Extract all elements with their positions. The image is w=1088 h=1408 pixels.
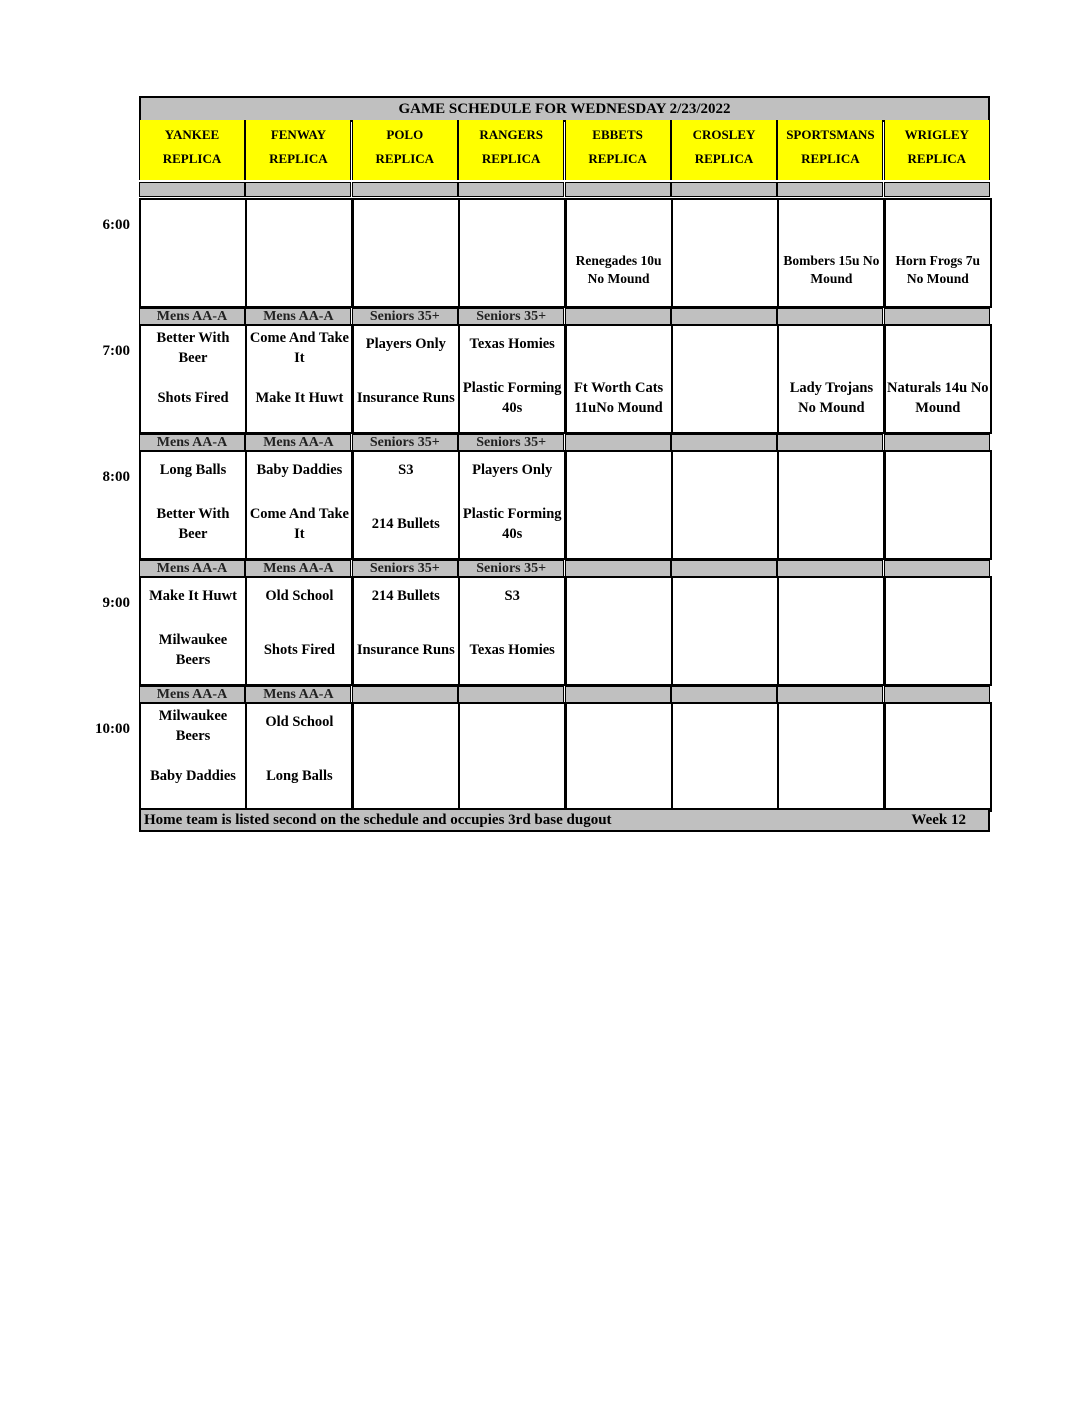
away-team: Long Balls	[159, 462, 227, 478]
game-cell	[458, 702, 566, 812]
game-cell	[884, 198, 992, 308]
field-subtitle: REPLICA	[269, 151, 328, 166]
division-label	[884, 560, 990, 577]
field-header	[777, 120, 883, 180]
header-gap-bar	[352, 182, 458, 197]
home-team: Better With Beer	[156, 506, 230, 542]
game-cell	[565, 702, 673, 812]
header-gap-bar	[777, 182, 883, 197]
game-cell	[352, 576, 460, 686]
game-cell	[139, 702, 247, 812]
schedule-footer	[139, 808, 990, 832]
away-team: Milwaukee Beers	[158, 708, 228, 744]
division-label	[565, 434, 671, 451]
field-name: CROSLEY	[692, 127, 756, 142]
home-team: Lady Trojans No Mound	[789, 380, 874, 416]
division-label: Seniors 35+	[352, 560, 458, 577]
division-label	[777, 686, 883, 703]
home-team: Renegades 10u No Mound	[575, 253, 662, 286]
division-label: Mens AA-A	[139, 560, 245, 577]
field-name: POLO	[386, 127, 424, 142]
field-header	[884, 120, 990, 180]
game-cell	[565, 198, 673, 308]
division-label	[565, 560, 671, 577]
game-cell	[777, 450, 885, 560]
division-label	[884, 434, 990, 451]
game-cell	[139, 450, 247, 560]
field-subtitle: REPLICA	[694, 151, 754, 166]
home-team: Naturals 14u No Mound	[887, 380, 989, 416]
game-cell	[565, 324, 673, 434]
field-name: WRIGLEY	[904, 127, 969, 142]
division-label	[458, 686, 564, 703]
field-name: SPORTSMANS	[786, 127, 875, 142]
home-team: Plastic Forming 40s	[462, 506, 562, 542]
away-team: Texas Homies	[469, 336, 555, 352]
home-team: Insurance Runs	[356, 390, 455, 406]
division-label	[777, 560, 883, 577]
game-cell	[245, 576, 353, 686]
game-cell	[139, 576, 247, 686]
division-label: Seniors 35+	[458, 308, 564, 325]
footer-note: Home team is listed second on the schedule and occupies 3rd base dugout	[144, 812, 612, 828]
game-cell	[245, 450, 353, 560]
home-team: Plastic Forming 40s	[462, 380, 562, 416]
game-cell	[458, 450, 566, 560]
game-cell	[671, 198, 779, 308]
field-header	[458, 120, 564, 180]
division-label	[671, 560, 777, 577]
division-label	[777, 308, 883, 325]
game-cell	[352, 450, 460, 560]
division-label: Mens AA-A	[139, 686, 245, 703]
home-team: Long Balls	[266, 768, 333, 784]
game-cell	[884, 576, 992, 686]
game-cell	[884, 450, 992, 560]
game-cell	[671, 702, 779, 812]
field-name: RANGERS	[479, 127, 543, 142]
game-cell	[245, 324, 353, 434]
home-team: Horn Frogs 7u No Mound	[895, 253, 981, 286]
time-label: 7:00	[102, 343, 130, 359]
time-label: 8:00	[102, 469, 130, 485]
division-label	[777, 434, 883, 451]
game-cell	[352, 324, 460, 434]
away-team: Players Only	[472, 462, 553, 478]
home-team: Make It Huwt	[255, 390, 344, 406]
division-label	[565, 686, 671, 703]
field-subtitle: REPLICA	[801, 151, 860, 166]
division-label: Mens AA-A	[139, 308, 245, 325]
away-team: S3	[504, 588, 520, 604]
home-team: Milwaukee Beers	[158, 632, 228, 668]
field-subtitle: REPLICA	[375, 151, 435, 166]
game-cell	[245, 198, 353, 308]
division-label	[671, 434, 777, 451]
game-cell	[352, 702, 460, 812]
division-label: Mens AA-A	[245, 686, 351, 703]
field-header	[565, 120, 671, 180]
header-gap-bar	[245, 182, 351, 197]
home-team: Insurance Runs	[356, 642, 455, 658]
time-label: 6:00	[102, 217, 130, 233]
division-label: Seniors 35+	[352, 434, 458, 451]
game-cell	[777, 702, 885, 812]
game-cell	[565, 576, 673, 686]
field-subtitle: REPLICA	[588, 151, 647, 166]
division-label: Seniors 35+	[458, 560, 564, 577]
field-name: EBBETS	[592, 127, 643, 142]
home-team: Ft Worth Cats 11uNo Mound	[574, 380, 664, 416]
division-label	[671, 308, 777, 325]
division-label: Mens AA-A	[245, 308, 351, 325]
game-cell	[777, 576, 885, 686]
home-team: 214 Bullets	[371, 516, 440, 532]
home-team: Shots Fired	[157, 390, 229, 406]
time-label: 10:00	[95, 721, 130, 737]
schedule-title: GAME SCHEDULE FOR WEDNESDAY 2/23/2022	[139, 96, 990, 122]
division-label: Mens AA-A	[245, 434, 351, 451]
field-subtitle: REPLICA	[907, 151, 967, 166]
game-cell	[245, 702, 353, 812]
field-name: YANKEE	[164, 127, 220, 142]
field-header	[671, 120, 777, 180]
time-label: 9:00	[102, 595, 130, 611]
game-cell	[777, 324, 885, 434]
game-cell	[139, 324, 247, 434]
division-label: Mens AA-A	[245, 560, 351, 577]
division-label	[352, 686, 458, 703]
game-cell	[777, 198, 885, 308]
header-gap-bar	[884, 182, 990, 197]
game-cell	[352, 198, 460, 308]
away-team: Old School	[265, 588, 334, 604]
week-label: Week 12	[911, 812, 966, 828]
game-cell	[884, 702, 992, 812]
away-team: Come And Take It	[249, 330, 349, 366]
away-team: Old School	[265, 714, 334, 730]
game-cell	[565, 450, 673, 560]
away-team: Make It Huwt	[149, 588, 237, 604]
away-team: S3	[398, 462, 414, 478]
division-label	[884, 308, 990, 325]
game-cell	[458, 324, 566, 434]
header-gap-bar	[671, 182, 777, 197]
division-label	[565, 308, 671, 325]
away-team: Players Only	[365, 336, 446, 352]
game-cell	[139, 198, 247, 308]
game-cell	[884, 324, 992, 434]
away-team: 214 Bullets	[371, 588, 440, 604]
field-header	[139, 120, 245, 180]
division-label: Mens AA-A	[139, 434, 245, 451]
home-team: Shots Fired	[263, 642, 335, 658]
home-team: Texas Homies	[469, 642, 555, 658]
division-label	[671, 686, 777, 703]
field-subtitle: REPLICA	[162, 151, 222, 166]
game-cell	[458, 198, 566, 308]
division-label: Seniors 35+	[352, 308, 458, 325]
game-cell	[671, 450, 779, 560]
away-team: Baby Daddies	[256, 462, 343, 478]
game-cell	[671, 324, 779, 434]
field-name: FENWAY	[270, 127, 326, 142]
home-team: Baby Daddies	[150, 768, 236, 784]
header-gap-bar	[139, 182, 245, 197]
field-header	[245, 120, 351, 180]
division-label: Seniors 35+	[458, 434, 564, 451]
field-subtitle: REPLICA	[481, 151, 541, 166]
division-label	[884, 686, 990, 703]
field-header	[352, 120, 458, 180]
home-team: Bombers 15u No Mound	[783, 253, 880, 286]
header-gap-bar	[458, 182, 564, 197]
game-cell	[458, 576, 566, 686]
game-cell	[671, 576, 779, 686]
home-team: Come And Take It	[249, 506, 349, 542]
header-gap-bar	[565, 182, 671, 197]
away-team: Better With Beer	[156, 330, 230, 366]
